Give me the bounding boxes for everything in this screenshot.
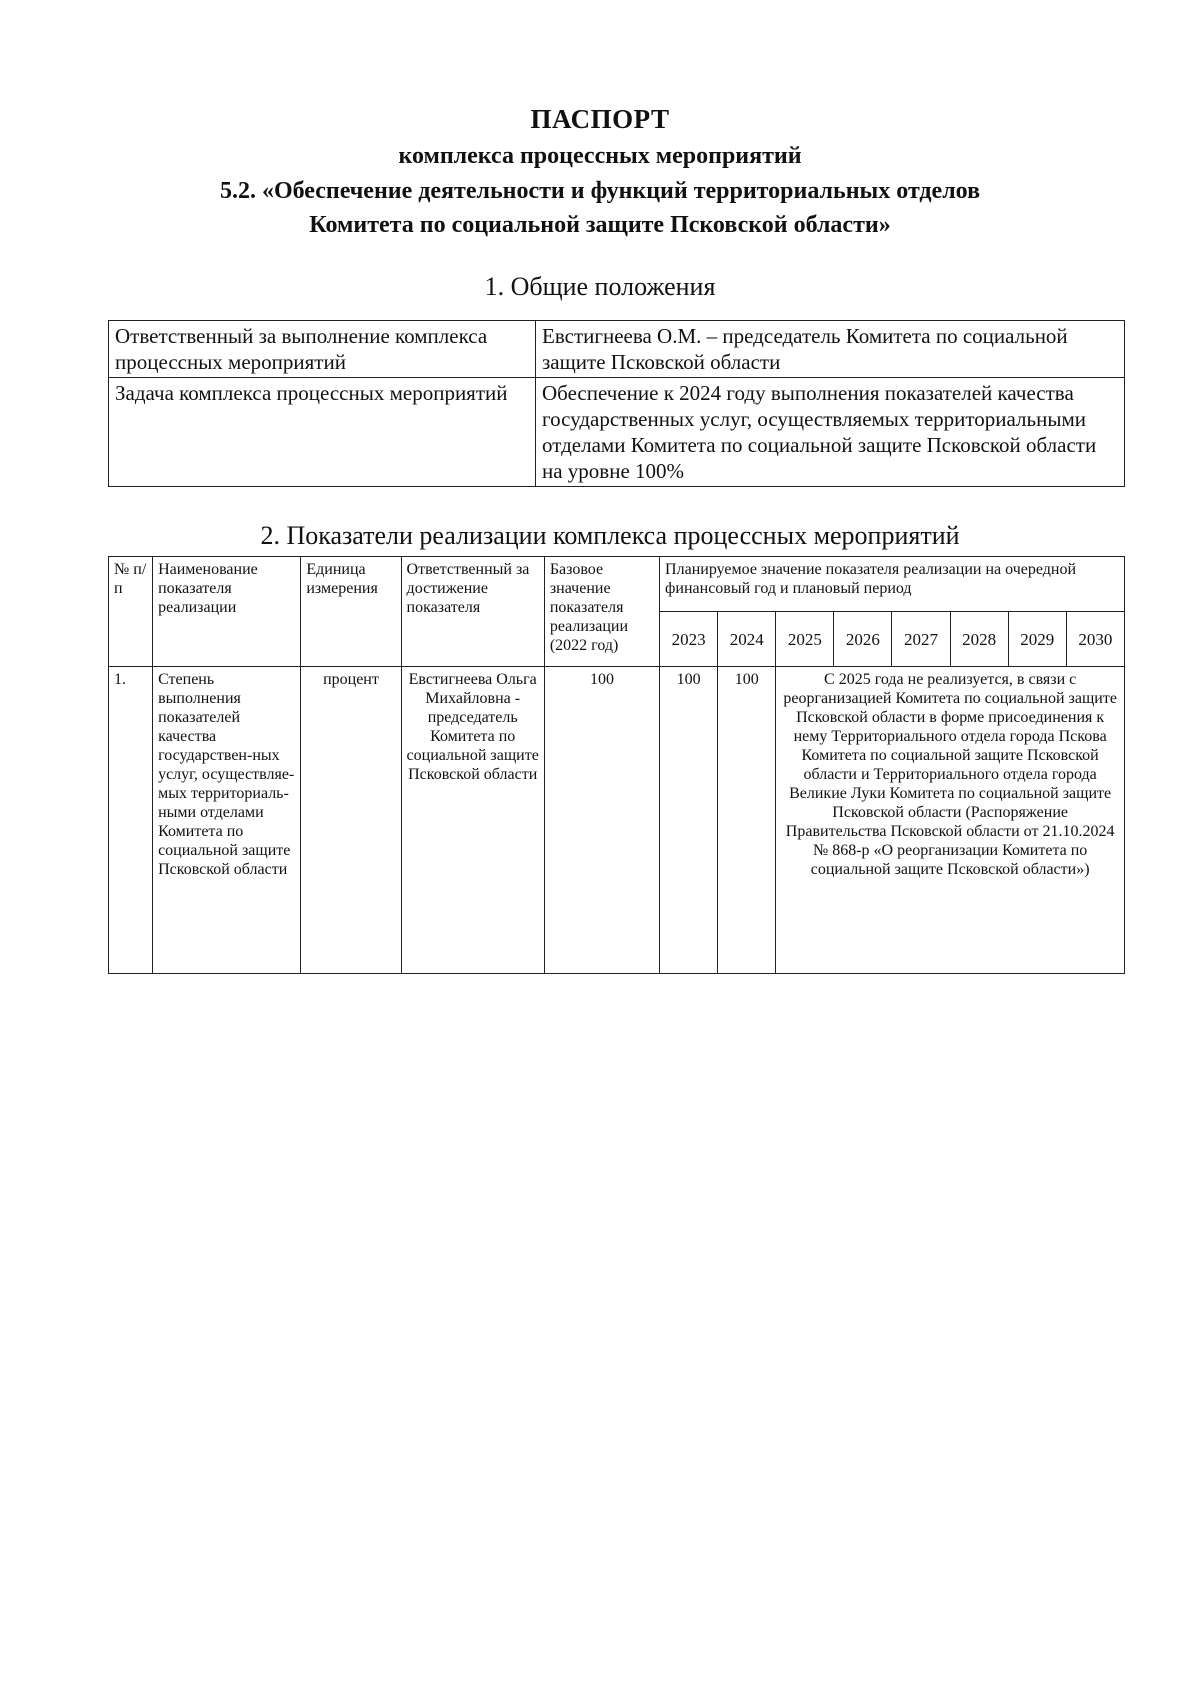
section1-title: 1. Общие положения [484, 272, 716, 301]
table-row [109, 378, 1125, 487]
header-year: 2027 [892, 612, 950, 667]
header-unit: Единица измерения [301, 557, 401, 667]
cell-unit: процент [301, 667, 401, 974]
header-year: 2028 [950, 612, 1008, 667]
cell-num: 1. [109, 667, 153, 974]
document-title: ПАСПОРТ [530, 104, 670, 134]
cell-base: 100 [544, 667, 659, 974]
general-provisions-table [108, 320, 1125, 487]
row-label: Задача комплекса процессных мероприятий [109, 378, 536, 487]
row-value: Обеспечение к 2024 году выполнения показателей качества государственных услуг, осуществляемых территориальными отделами Комитета по социальной защите Псковской области на уровне 100% [536, 378, 1125, 487]
header-year: 2023 [660, 612, 718, 667]
table-row [109, 321, 1125, 378]
header-year: 2024 [718, 612, 776, 667]
document-subtitle-line1: комплекса процессных мероприятий [398, 143, 802, 169]
header-year: 2030 [1066, 612, 1124, 667]
document-subtitle-line3: Комитета по социальной защите Псковской области» [309, 212, 891, 238]
cell-name: Степень выполнения показателей качества государствен-ных услуг, осуществляе-мых территориаль-ными отделами Комитета по социальной защите Псковской области [153, 667, 301, 974]
document-subtitle-line2: 5.2. «Обеспечение деятельности и функций территориальных отделов [219, 178, 981, 204]
section2-title: 2. Показатели реализации комплекса процессных мероприятий [260, 521, 960, 550]
header-responsible: Ответственный за достижение показателя [401, 557, 544, 667]
header-name: Наименование показателя реализации [153, 557, 301, 667]
header-year: 2026 [834, 612, 892, 667]
row-label: Ответственный за выполнение комплекса процессных мероприятий [109, 321, 536, 378]
cell-responsible: Евстигнеева Ольга Михайловна - председатель Комитета по социальной защите Псковской области [401, 667, 544, 974]
header-base: Базовое значение показателя реализации (2022 год) [544, 557, 659, 667]
table-row [109, 667, 1125, 974]
header-year: 2029 [1008, 612, 1066, 667]
table-header-row [109, 557, 1125, 612]
indicators-table [108, 556, 1125, 974]
cell-note: С 2025 года не реализуется, в связи с реорганизацией Комитета по социальной защите Псковской области в форме присоединения к нему Территориального отдела города Пскова Комитета по социальной защите Псковской области и Территориального отдела города Великие Луки Комитета по социальной защите Псковской области (Распоряжение Правительства Псковской области от 21.10.2024 № 868-р «О реорганизации Комитета по социальной защите Псковской области») [776, 667, 1125, 974]
header-num: № п/п [109, 557, 153, 667]
cell-value-2023: 100 [660, 667, 718, 974]
header-planned: Планируемое значение показателя реализации на очередной финансовый год и плановый период [660, 557, 1125, 612]
header-year: 2025 [776, 612, 834, 667]
cell-value-2024: 100 [718, 667, 776, 974]
row-value: Евстигнеева О.М. – председатель Комитета по социальной защите Псковской области [536, 321, 1125, 378]
